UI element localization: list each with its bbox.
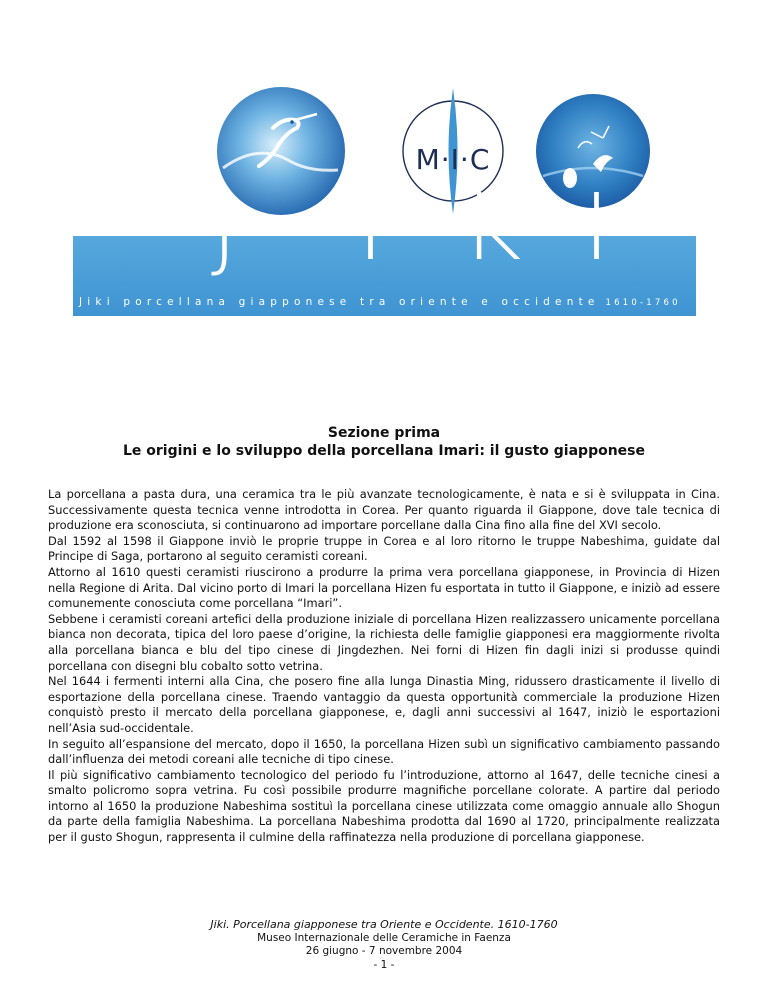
paragraph: Dal 1592 al 1598 il Giappone inviò le proprie truppe in Corea e al loro ritorno le truppe Nabeshima, guidate dal Principe di Saga, portarono al seguito ceramisti coreani. — [48, 533, 720, 564]
paragraph: Il più significativo cambiamento tecnologico del periodo fu l’introduzione, attorno al 1647, delle tecniche cinesi a smalto policromo sopra vetrina. Fu così possibile produrre magnifiche porcellane colorate. A partire dal periodo intorno al 1650 la produzione Nabeshima sostituì la porcellana cinese utilizzata come omaggio annuale allo Shogun da parte della famiglia Nabeshima. La porcellana Nabeshima prodotta dal 1690 al 1720, principalmente realizzata per il gusto Shogun, rappresenta il culmine della raffinatezza nella produzione di porcellana giapponese. — [48, 767, 720, 845]
section-title: Sezione prima — [327, 425, 441, 441]
paragraph: Attorno al 1610 questi ceramisti riuscirono a produrre la prima vera porcellana giapponese, in Provincia di Hizen nella Regione di Arita. Dal vicino porto di Imari la porcellana Hizen fu esportata in tutto il Giappone, e iniziò ad essere comunemente conosciuta come porcellana “Imari”. — [48, 564, 720, 611]
banner-tagline-years: 1610-1760 — [605, 298, 681, 308]
banner-tagline-text: Jiki porcellana giapponese tra oriente e occidente — [79, 296, 600, 308]
exhibition-banner — [73, 48, 696, 316]
page-footer — [0, 918, 768, 972]
banner-letter-i1: I — [357, 174, 385, 281]
paragraph: In seguito all’espansione del mercato, dopo il 1650, la porcellana Hizen subì un significativo cambiamento passando dall’influenza dei metodi coreani alle tecniche di tipo cinese. — [48, 736, 720, 767]
banner-letter-k: K — [461, 174, 522, 281]
footer-museum: Museo Internazionale delle Ceramiche in Faenza — [257, 931, 511, 944]
mic-logo-text: M·I·C — [415, 143, 491, 176]
body-text — [48, 487, 720, 846]
section-heading — [0, 424, 768, 460]
banner-letter-j: J — [211, 174, 239, 281]
section-subtitle: Le origini e lo sviluppo della porcellana Imari: il gusto giapponese — [122, 443, 645, 459]
paragraph: Nel 1644 i fermenti interni alla Cina, che posero fine alla lunga Dinastia Ming, ridussero drasticamente il livello di esportazione della porcellana cinese. Traendo vantaggio da questa opportunità commerciale la produzione Hizen conquistò presto il mercato della porcellana giapponese, e, dagli anni successivi al 1647, iniziò le esportazioni nell’Asia sud-occidentale. — [48, 674, 720, 735]
paragraph: La porcellana a pasta dura, una ceramica tra le più avanzate tecnologicamente, è nata e si è sviluppata in Cina. Successivamente questa tecnica venne introdotta in Corea. Per quanto riguarda il Giappone, dove tale tecnica di produzione era sconosciuta, si continuarono ad importare porcellane dalla Cina fino alla fine del XVI secolo. — [48, 487, 720, 533]
banner-letter-i2: I — [583, 174, 611, 281]
footer-title: Jiki. Porcellana giapponese tra Oriente e Occidente. 1610-1760 — [210, 918, 558, 931]
page-number: - 1 - — [373, 958, 395, 971]
footer-dates: 26 giugno - 7 novembre 2004 — [305, 945, 463, 957]
banner-tagline — [79, 296, 691, 308]
paragraph: Sebbene i ceramisti coreani artefici della produzione iniziale di porcellana Hizen realizzassero unicamente porcellana bianca non decorata, tipica del loro paese d’origine, la richiesta delle famiglie giapponesi era maggiormente rivolta alla porcellana bianca e blu del tipo cinese di Jingdezhen. Nei forni di Hizen fin dagli inizi si produsse quindi porcellana con disegni blu cobalto sotto vetrina. — [48, 611, 720, 673]
